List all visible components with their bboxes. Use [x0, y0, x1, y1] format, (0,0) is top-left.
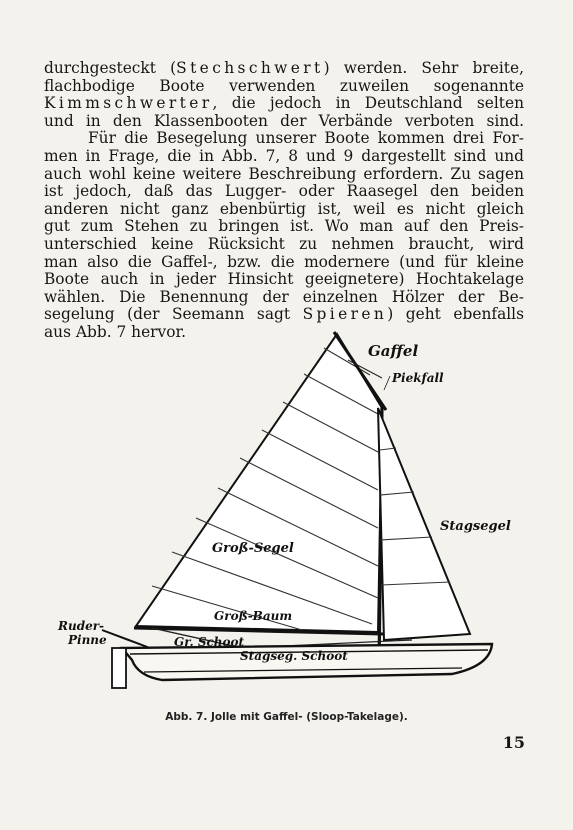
label-pinne: Pinne: [68, 633, 107, 647]
label-stagsegel: Stagsegel: [440, 519, 511, 534]
text-line: men in Frage, die in Abb. 7, 8 und 9 dargestellt sind und: [44, 147, 524, 165]
text-line: segelung (der Seemann sagt Spieren) geht ebenfalls: [44, 306, 524, 324]
mainsail: [136, 334, 382, 632]
label-gr-schoot: Gr. Schoot: [174, 635, 245, 649]
text-line: gut zum Stehen zu bringen ist. Wo man auf den Preis-: [44, 218, 524, 236]
figure-caption: Abb. 7. Jolle mit Gaffel- (Sloop-Takelage).: [165, 711, 408, 723]
rudder: [112, 648, 126, 688]
text-line: durchgesteckt (Stechschwert) werden. Sehr breite,: [44, 60, 524, 77]
label-stagseg-schoot: Stagseg. Schoot: [240, 649, 348, 663]
text-line: aus Abb. 7 hervor.: [44, 323, 187, 341]
text-line: man also die Gaffel-, bzw. die modernere (und für kleine: [44, 253, 524, 271]
tiller: [102, 630, 150, 648]
text-line: Kimmschwerter, die jedoch in Deutschland selten: [44, 95, 524, 113]
text-line: auch wohl keine weitere Beschreibung erfordern. Zu sagen: [44, 165, 524, 183]
text-line: anderen nicht ganz ebenbürtig ist, weil es nicht gleich: [44, 200, 524, 218]
text-line: unterschied keine Rücksicht zu nehmen braucht, wird: [44, 235, 524, 253]
text-line: Boote auch in jeder Hinsicht geeignetere) Hochtakelage: [44, 271, 524, 289]
label-gross-baum: Groß-Baum: [214, 609, 293, 623]
text-line: und in den Klassenbooten der Verbände verboten sind.: [44, 112, 524, 130]
label-piekfall: Piekfall: [392, 371, 444, 385]
label-ruder: Ruder-: [58, 619, 105, 633]
text-line: Für die Besegelung unserer Boote kommen drei For-: [88, 130, 524, 148]
label-gross-segel: Groß-Segel: [212, 541, 294, 556]
leader-line: [384, 376, 390, 390]
sailboat-illustration: [52, 330, 552, 700]
text-line: ist jedoch, daß das Lugger- oder Raasegel den beiden: [44, 183, 524, 201]
label-gaffel: Gaffel: [368, 342, 419, 360]
text-line: flachbodige Boote verwenden zuweilen sogenannte: [44, 77, 524, 95]
body-text: [44, 60, 524, 342]
page-number: 15: [502, 733, 525, 752]
text-line: wählen. Die Benennung der einzelnen Hölzer der Be-: [44, 288, 524, 306]
